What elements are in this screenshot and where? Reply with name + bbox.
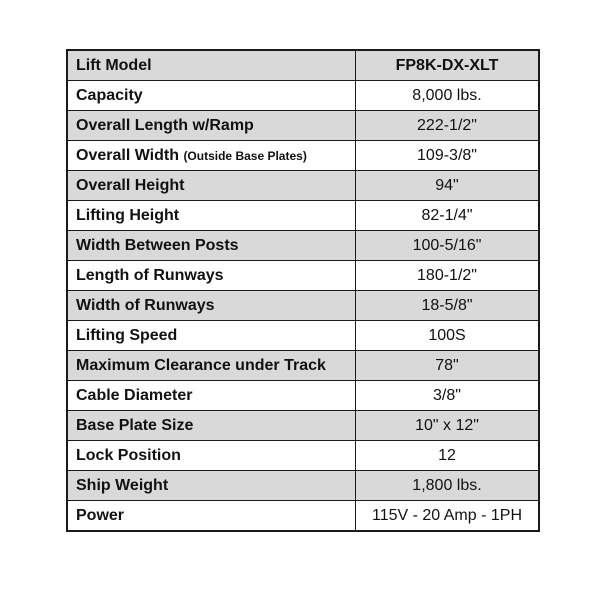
table-row — [67, 201, 539, 231]
row-label: Power — [67, 501, 356, 532]
table-row — [67, 471, 539, 501]
row-label: Lifting Height — [67, 201, 356, 231]
row-label — [67, 141, 356, 171]
row-label-text: Overall Width — [76, 146, 179, 164]
table-row — [67, 501, 539, 532]
row-label: Length of Runways — [67, 261, 356, 291]
row-value: 18-5/8" — [356, 291, 540, 321]
row-value: 94" — [356, 171, 540, 201]
row-value: 180-1/2" — [356, 261, 540, 291]
row-value: 78" — [356, 351, 540, 381]
row-value: 1,800 lbs. — [356, 471, 540, 501]
table-row — [67, 171, 539, 201]
table-row — [67, 351, 539, 381]
row-label: Ship Weight — [67, 471, 356, 501]
row-label: Cable Diameter — [67, 381, 356, 411]
row-value: 3/8" — [356, 381, 540, 411]
table-row — [67, 291, 539, 321]
row-value: 100-5/16" — [356, 231, 540, 261]
row-value: 10" x 12" — [356, 411, 540, 441]
row-label: Width Between Posts — [67, 231, 356, 261]
table-row — [67, 261, 539, 291]
row-value: 82-1/4" — [356, 201, 540, 231]
row-label: Overall Length w/Ramp — [67, 111, 356, 141]
table-row — [67, 381, 539, 411]
row-label: Base Plate Size — [67, 411, 356, 441]
table-row — [67, 321, 539, 351]
table-row — [67, 411, 539, 441]
row-value: 115V - 20 Amp - 1PH — [356, 501, 540, 532]
row-label: Capacity — [67, 81, 356, 111]
table-row — [67, 231, 539, 261]
header-value: FP8K-DX-XLT — [356, 50, 540, 81]
table-row — [67, 81, 539, 111]
table-row — [67, 141, 539, 171]
row-value: 12 — [356, 441, 540, 471]
table-row — [67, 441, 539, 471]
row-label: Lifting Speed — [67, 321, 356, 351]
row-value: 222-1/2" — [356, 111, 540, 141]
table-header-row — [67, 50, 539, 81]
row-value: 8,000 lbs. — [356, 81, 540, 111]
row-value: 100S — [356, 321, 540, 351]
specifications-table — [66, 49, 540, 532]
row-label: Maximum Clearance under Track — [67, 351, 356, 381]
table-row — [67, 111, 539, 141]
row-label-note: (Outside Base Plates) — [183, 148, 307, 163]
row-label: Overall Height — [67, 171, 356, 201]
row-label: Lock Position — [67, 441, 356, 471]
row-value: 109-3/8" — [356, 141, 540, 171]
row-label: Width of Runways — [67, 291, 356, 321]
header-label: Lift Model — [67, 50, 356, 81]
